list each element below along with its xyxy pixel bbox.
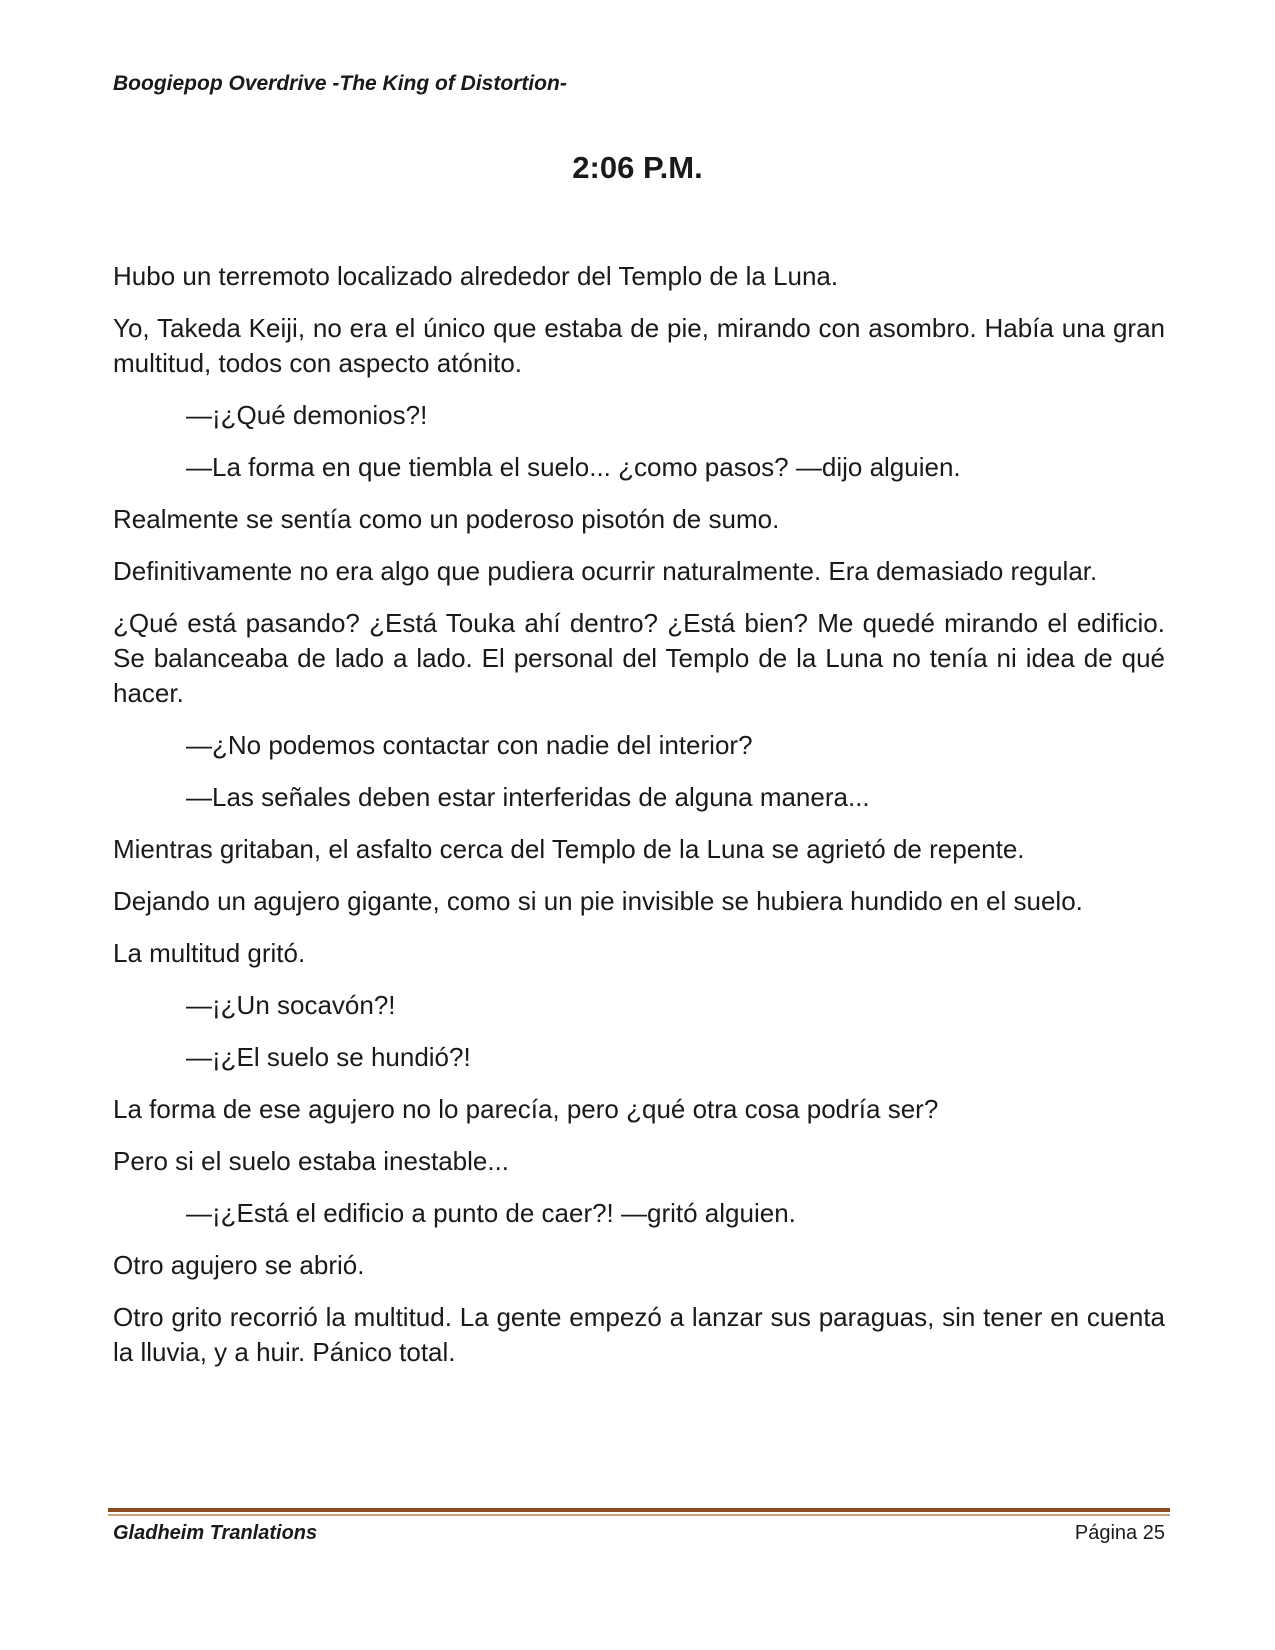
footer-group-name: Gladheim Tranlations (113, 1522, 318, 1544)
dialogue-line: —¡¿Qué demonios?! (186, 400, 428, 430)
paragraph: Dejando un agujero gigante, como si un pie invisible se hubiera hundido en el suelo. (113, 886, 1083, 916)
paragraph: ¿Qué está pasando? ¿Está Touka ahí dentro? ¿Está bien? Me quedé mirando el edificio. Se balanceaba de lado a lado. El personal del Templo de la Luna no tenía ni idea de qué hacer. (113, 608, 1165, 708)
dialogue-line: —¡¿El suelo se hundió?! (186, 1042, 471, 1072)
paragraph: La multitud gritó. (113, 938, 306, 968)
footer-rule (108, 1508, 1170, 1516)
dialogue-line: —¡¿Un socavón?! (186, 990, 396, 1020)
dialogue-line: —Las señales deben estar interferidas de alguna manera... (186, 782, 870, 812)
paragraph: Pero si el suelo estaba inestable... (113, 1146, 510, 1176)
body-text (113, 259, 1165, 1387)
paragraph: Otro agujero se abrió. (113, 1250, 365, 1280)
paragraph: La forma de ese agujero no lo parecía, pero ¿qué otra cosa podría ser? (113, 1094, 939, 1124)
dialogue-line: —La forma en que tiembla el suelo... ¿como pasos? —dijo alguien. (186, 452, 961, 482)
paragraph: Definitivamente no era algo que pudiera ocurrir naturalmente. Era demasiado regular. (113, 556, 1098, 586)
dialogue-line: —¿No podemos contactar con nadie del interior? (186, 730, 753, 760)
book-title-header: Boogiepop Overdrive -The King of Distortion- (113, 72, 567, 95)
page-number: 25 (1142, 1522, 1165, 1544)
footer-page-indicator (1075, 1522, 1165, 1545)
paragraph: Yo, Takeda Keiji, no era el único que estaba de pie, mirando con asombro. Había una gran multitud, todos con aspecto atónito. (113, 313, 1165, 378)
paragraph: Hubo un terremoto localizado alrededor del Templo de la Luna. (113, 261, 839, 291)
page-label: Página (1074, 1522, 1138, 1544)
paragraph: Mientras gritaban, el asfalto cerca del Templo de la Luna se agrietó de repente. (113, 834, 1025, 864)
paragraph: Realmente se sentía como un poderoso pisotón de sumo. (113, 504, 780, 534)
footer-rule-dark-line (108, 1508, 1170, 1512)
paragraph: Otro grito recorrió la multitud. La gente empezó a lanzar sus paraguas, sin tener en cuenta la lluvia, y a huir. Pánico total. (113, 1302, 1165, 1367)
footer-rule-light-line (108, 1514, 1170, 1516)
dialogue-line: —¡¿Está el edificio a punto de caer?! —gritó alguien. (186, 1198, 796, 1228)
chapter-title: 2:06 P.M. (572, 150, 703, 185)
